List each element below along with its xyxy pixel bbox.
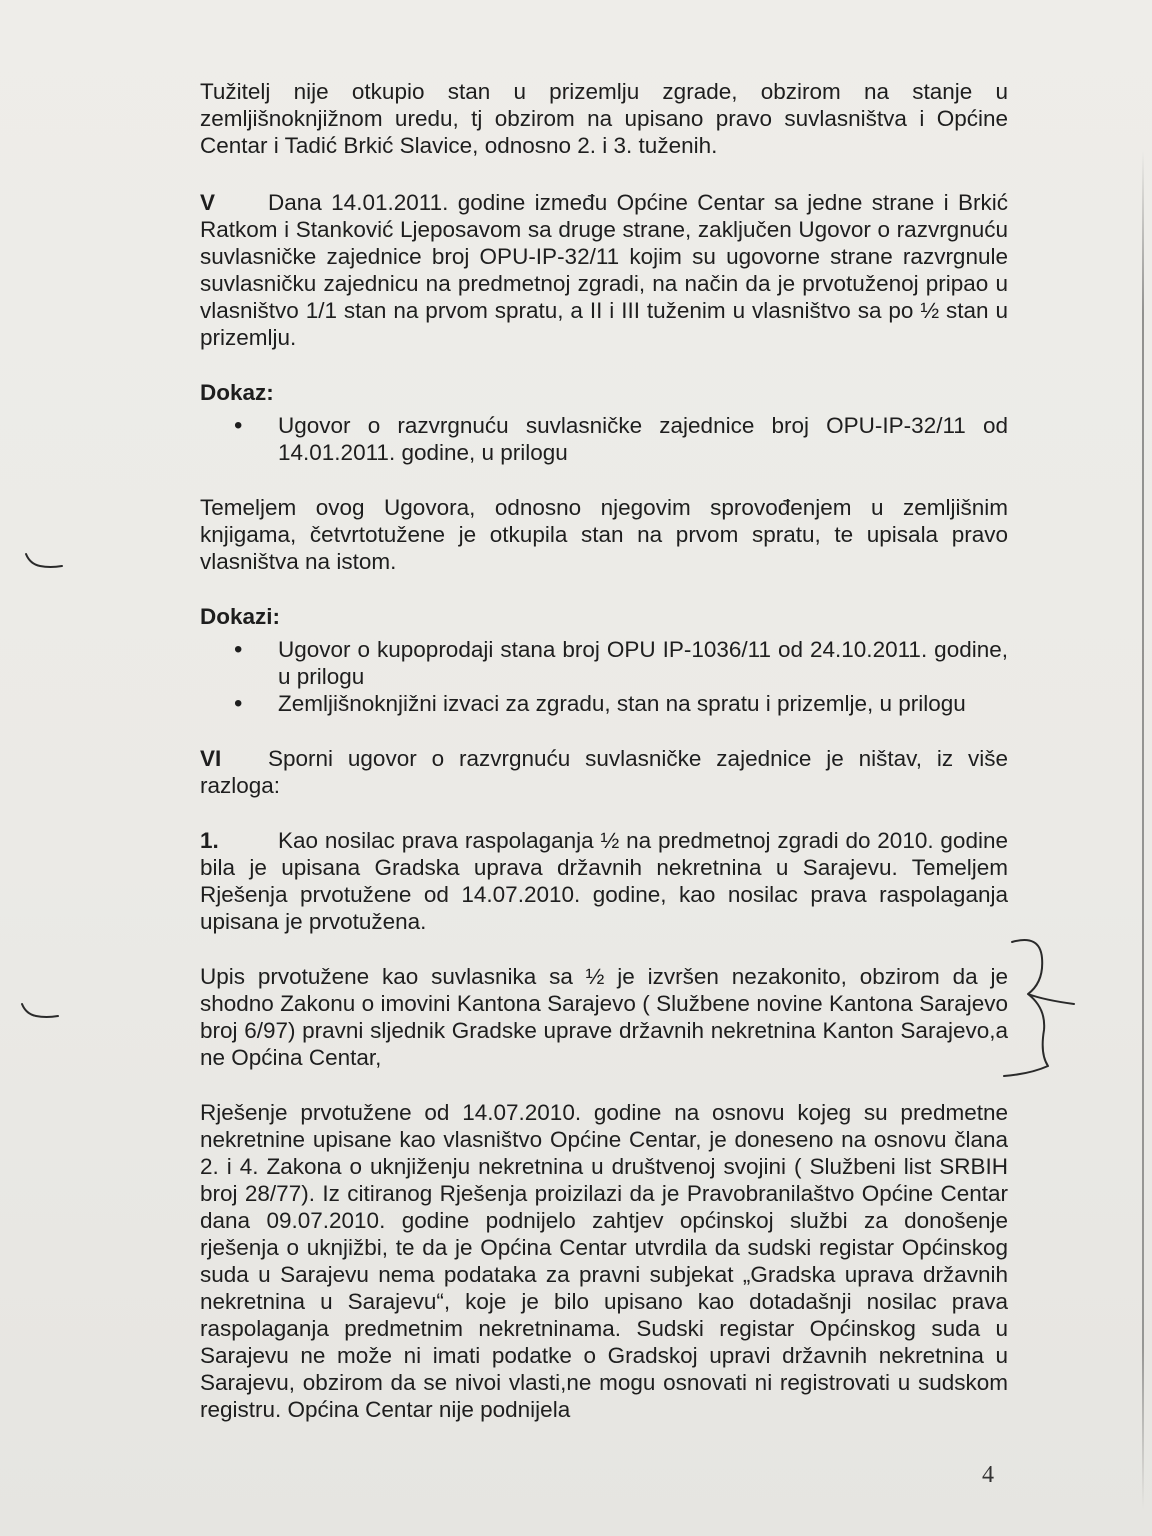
section-number-vi: VI xyxy=(200,746,222,771)
section-vi xyxy=(200,745,1008,799)
dokaz-list xyxy=(200,412,1008,466)
dokazi-item: • Ugovor o kupoprodaji stana broj OPU IP-1036/11 od 24.10.2011. godine, u prilogu xyxy=(200,636,1008,690)
paragraph-rjesenje: Rješenje prvotužene od 14.07.2010. godine na osnovu kojeg su predmetne nekretnine upisane kao vlasništvo Općine Centar, je doneseno na osnovu člana 2. i 4. Zakona o uknjiženju nekretnina u društvenoj svojini ( Službeni list SRBIH broj 28/77). Iz citiranog Rješenja proizilazi da je Pravobranilaštvo Općine Centar dana 09.07.2010. godine podnijelo zahtjev općinskoj službi za donošenje rješenja o uknjižbi, te da je Općina Centar utvrdila da sudski registar Općinskog suda u Sarajevu nema podataka za pravni subjekat „Gradska uprava državnih nekretnina u Sarajevu“, koje je bilo upisano kao dotadašnji nosilac prava raspolaganja predmetnim nekretninama. Sudski registar Općinskog suda u Sarajevu ne može ni imati podatke o Gradskoj upravi državnih nekretnina u Sarajevu, obzirom da se nivoi vlasti,ne mogu osnovati ni registrovati u sudskom registru. Općina Centar nije podnijela xyxy=(200,1100,1008,1422)
paragraph-upis: Upis prvotužene kao suvlasnika sa ½ je izvršen nezakonito, obzirom da je shodno Zakonu o imovini Kantona Sarajevo ( Službene novine Kantona Sarajevo broj 6/97) pravni sljednik Gradske uprave državnih nekretnina Kanton Sarajevo,a ne Općina Centar, xyxy=(200,964,1008,1070)
paragraph-tuzitelj: Tužitelj nije otkupio stan u prizemlju zgrade, obzirom na stanje u zemljišnoknjižnom uredu, tj obzirom na upisano pravo suvlasništva i Općine Centar i Tadić Brkić Slavice, odnosno 2. i 3. tuženih. xyxy=(200,79,1008,158)
paragraph-temeljem: Temeljem ovog Ugovora, odnosno njegovim sprovođenjem u zemljišnim knjigama, četvrtotužene je otkupila stan na prvom spratu, te upisala pravo vlasništva na istom. xyxy=(200,495,1008,574)
pen-tick-mark-lower xyxy=(18,1000,68,1026)
dokaz-item: • Ugovor o razvrgnuću suvlasničke zajednice broj OPU-IP-32/11 od 14.01.2011. godine, u prilogu xyxy=(200,412,1008,466)
point-number-1: 1. xyxy=(200,828,219,853)
dokazi-list xyxy=(200,636,1008,717)
document-body xyxy=(200,78,1008,1423)
page-edge-shadow xyxy=(1142,150,1144,1510)
point-1-text: Kao nosilac prava raspolaganja ½ na predmetnoj zgradi do 2010. godine bila je upisana Gradska uprava državnih nekretnina u Sarajevu. Temeljem Rješenja prvotužene od 14.07.2010. godine, kao nosilac prava raspolaganja upisana je prvotužena. xyxy=(200,828,1008,934)
dokazi-item: • Zemljišnoknjižni izvaci za zgradu, stan na spratu i prizemlje, u prilogu xyxy=(200,690,1008,717)
point-1 xyxy=(200,827,1008,935)
section-number-v: V xyxy=(200,190,216,215)
pen-bracket-mark xyxy=(990,930,1100,1080)
dokazi-heading: Dokazi: xyxy=(200,604,281,629)
section-v xyxy=(200,189,1008,351)
section-vi-text: Sporni ugovor o razvrgnuću suvlasničke zajednice je ništav, iz više razloga: xyxy=(200,746,1008,798)
page-number: 4 xyxy=(982,1462,994,1488)
dokaz-heading: Dokaz: xyxy=(200,380,274,405)
section-v-text: Dana 14.01.2011. godine između Općine Centar sa jedne strane i Brkić Ratkom i Stanković Ljeposavom sa druge strane, zaključen Ugovor o razvrgnuću suvlasničke zajednice broj OPU-IP-32/11 kojim su ugovorne strane razvrgnule suvlasničku zajednicu na predmetnoj zgradi, na način da je prvotuženoj pripao u vlasništvo 1/1 stan na prvom spratu, a II i III tuženim u vlasništvo sa po ½ stan u prizemlju. xyxy=(200,190,1008,350)
pen-tick-mark-upper xyxy=(22,550,72,576)
